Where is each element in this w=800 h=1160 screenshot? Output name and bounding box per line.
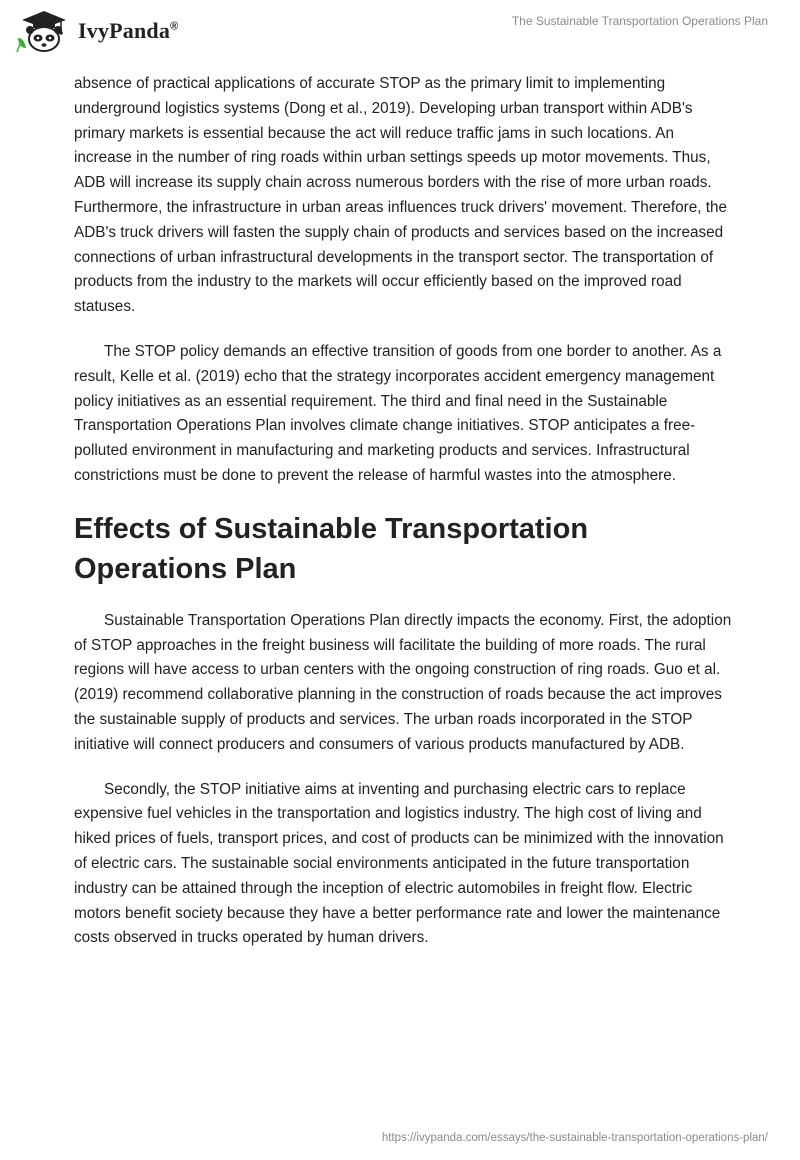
panda-logo-icon	[14, 8, 74, 54]
paragraph: The STOP policy demands an effective transition of goods from one border to another. As a result, Kelle et al. (2019) echo that the strategy incorporates accident emergency management policy initiatives as an essential requirement. The third and final need in the Sustainable Transportation Operations Plan involves climate change initiatives. STOP anticipates a free-polluted environment in manufacturing and marketing products and services. Infrastructural constrictions must be done to prevent the release of harmful wastes into the atmosphere.	[74, 342, 722, 484]
source-url-link[interactable]: https://ivypanda.com/essays/the-sustainable-transportation-operations-plan/	[381, 1132, 768, 1144]
document-title: The Sustainable Transportation Operations Plan	[511, 14, 768, 28]
paragraph: absence of practical applications of accurate STOP as the primary limit to implementing underground logistics systems (Dong et al., 2019). Developing urban transport within ADB's primary markets is essential because the act will reduce traffic jams in such locations. An increase in the number of ring roads within urban settings speeds up motor movements. Thus, ADB will increase its supply chain across numerous borders with the rise of more urban roads. Furthermore, the infrastructure in urban areas influences truck drivers' movement. Therefore, the ADB's truck drivers will fasten the supply chain of products and services based on the increased connections of urban infrastructural developments in the transport sector. The transportation of products from the industry to the markets will occur efficiently based on the improved road statuses.	[74, 75, 728, 316]
logo[interactable]	[14, 8, 204, 54]
paragraph: Sustainable Transportation Operations Plan directly impacts the economy. First, the adoption of STOP approaches in the freight business will facilitate the building of more roads. The rural regions will have access to urban centers with the ongoing construction of ring roads. Guo et al. (2019) recommend collaborative planning in the construction of roads because the act improves the sustainable supply of products and services. The urban roads incorporated in the STOP initiative will connect producers and consumers of various products manufactured by ADB.	[74, 611, 732, 753]
page-header	[0, 0, 800, 70]
paragraph: Secondly, the STOP initiative aims at inventing and purchasing electric cars to replace expensive fuel vehicles in the transportation and logistics industry. The high cost of living and hiked prices of fuels, transport prices, and cost of products can be minimized with the innovation of electric cars. The sustainable social environments anticipated in the future transportation industry can be attained through the inception of electric automobiles in freight flow. Electric motors benefit society because they have a better performance rate and lower the maintenance costs observed in trucks operated by human drivers.	[74, 780, 724, 947]
logo-text: IvyPanda®	[78, 18, 179, 43]
essay-content	[74, 72, 734, 971]
section-heading: Effects of Sustainable Transportation Operations Plan	[74, 512, 589, 585]
